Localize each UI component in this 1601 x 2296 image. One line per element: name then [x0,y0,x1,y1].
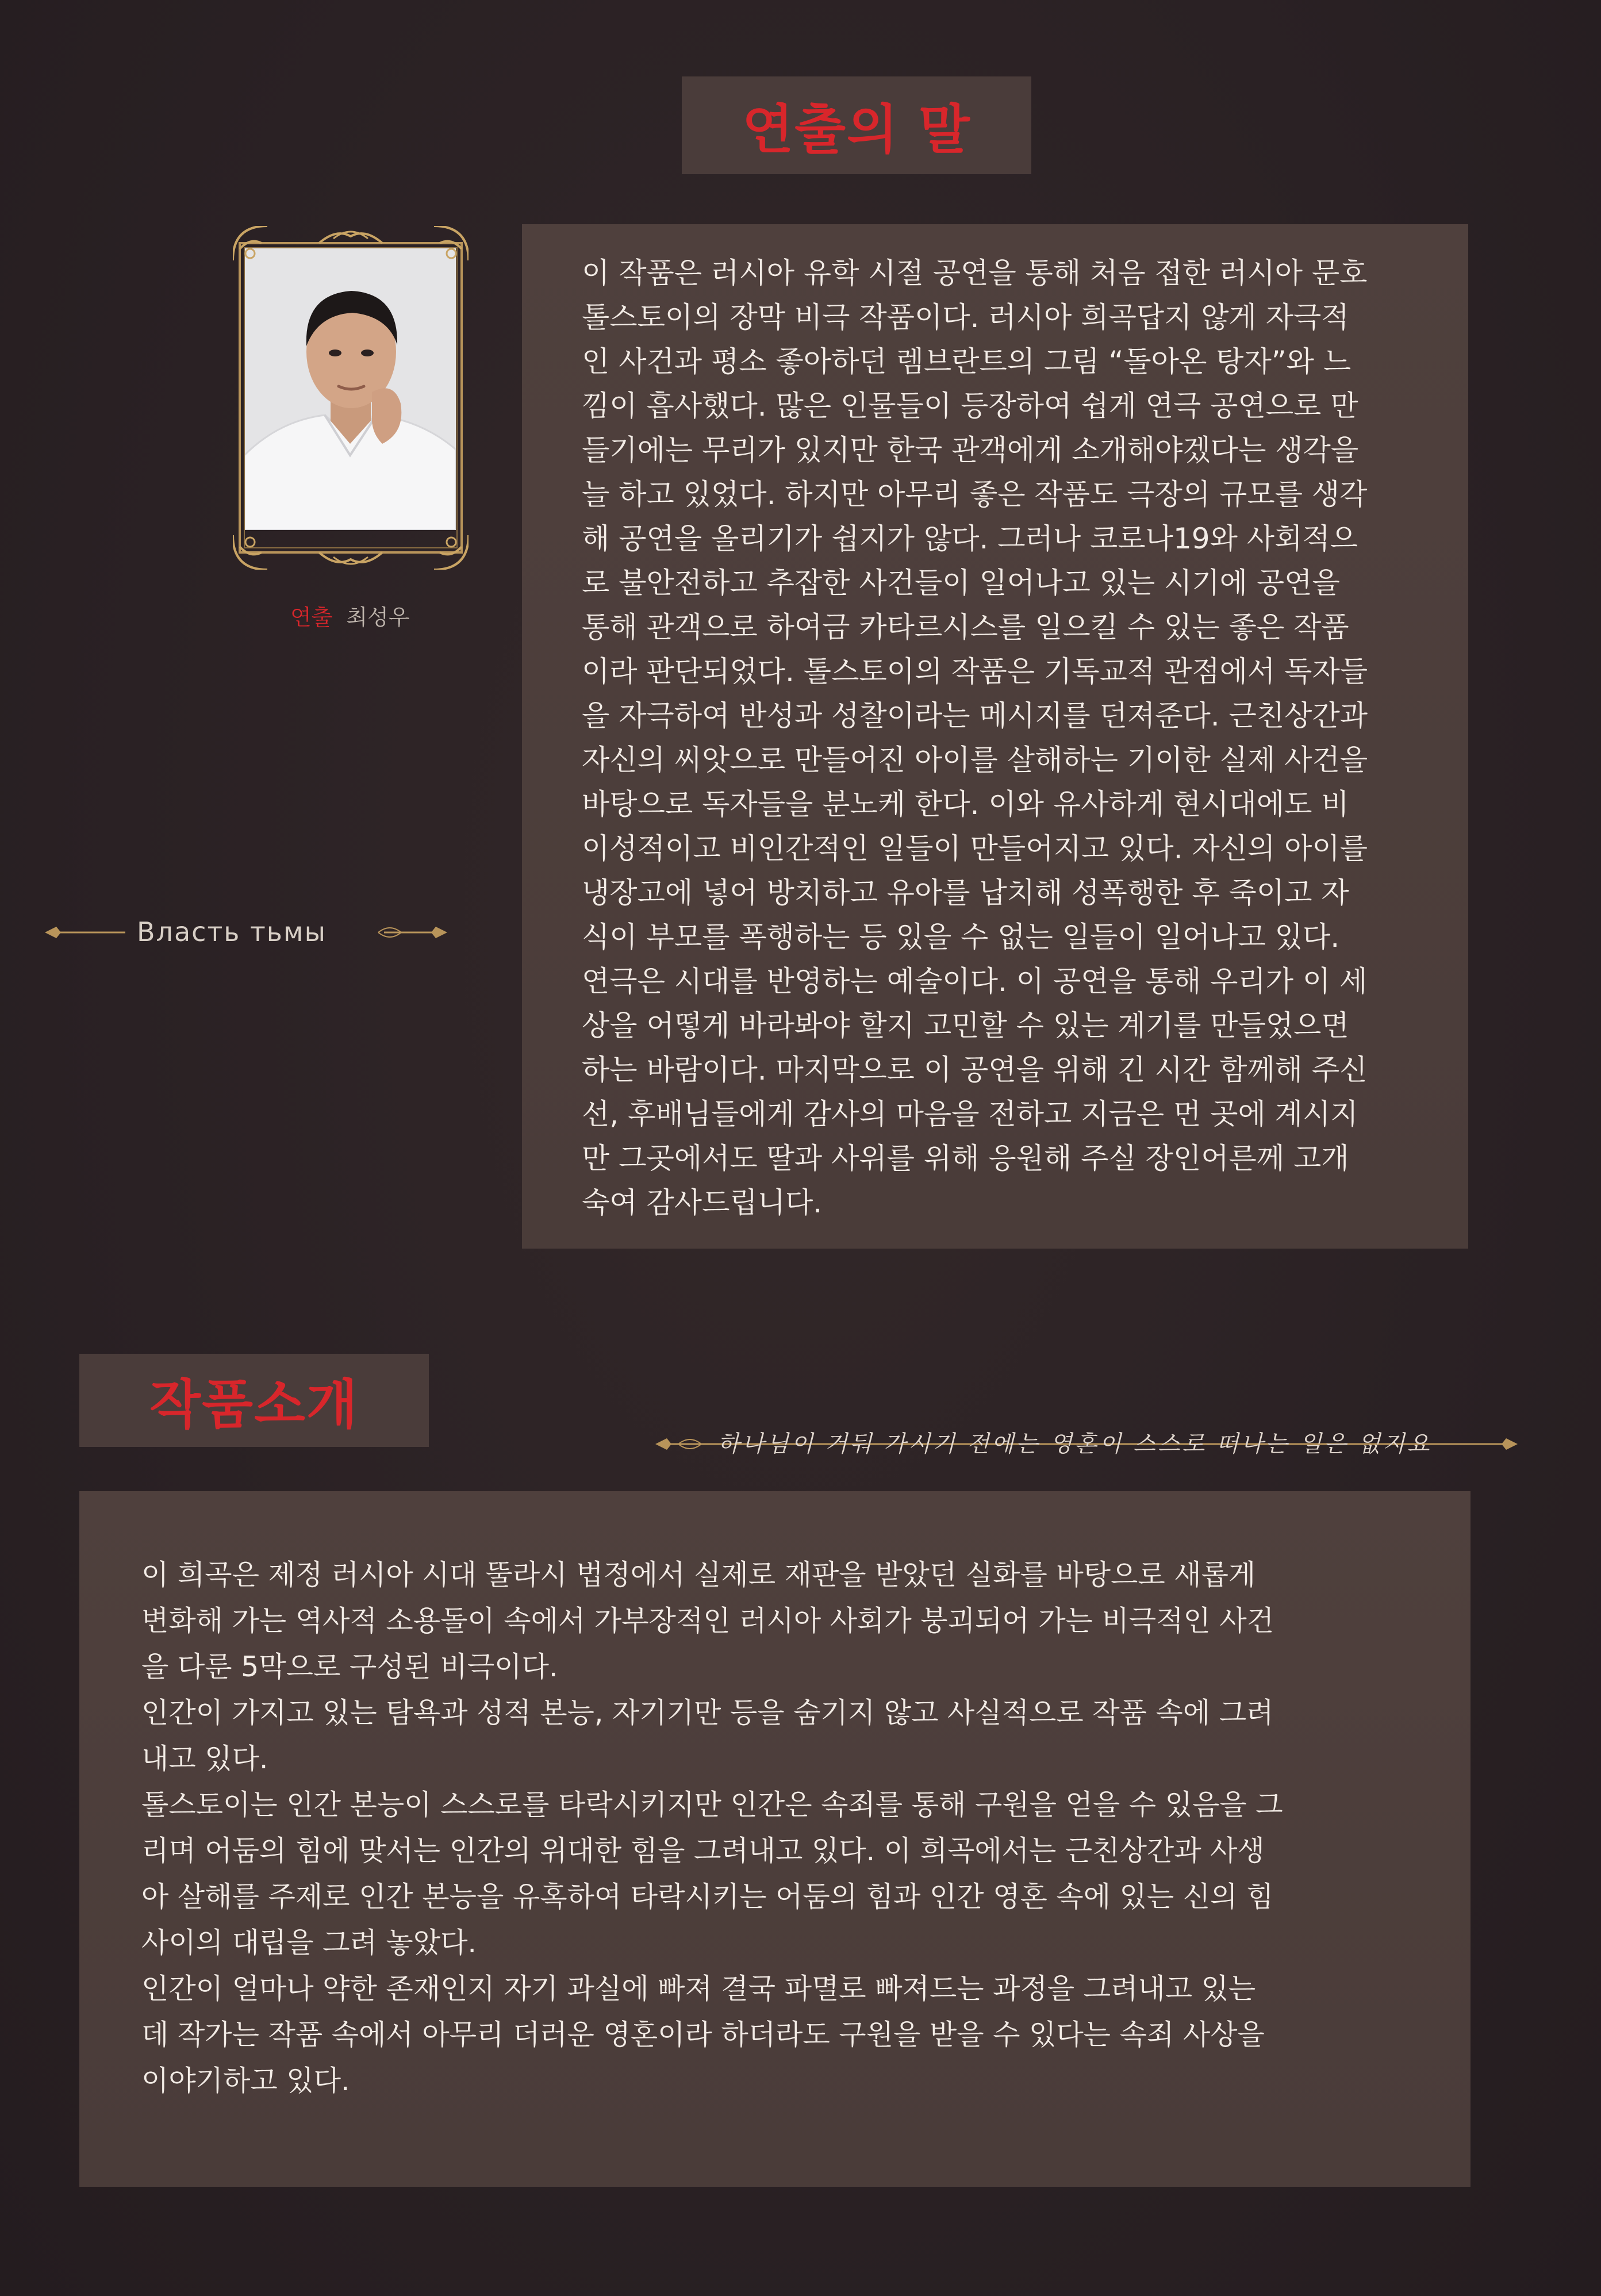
intro-quote: 하나님이 거둬 가시기 전에는 영혼이 스스로 떠나는 일은 없지요 [717,1431,1432,1457]
portrait-caption [290,600,410,631]
russian-title-label: Власть тьмы [137,916,327,947]
director-section-title-box [682,76,1031,174]
caption-role: 연출 [290,605,333,630]
intro-section-title-box [79,1354,429,1447]
director-message-text: 이 작품은 러시아 유학 시절 공연을 통해 처음 접한 러시아 문호 톨스토이의 장막 비극 작품이다. 러시아 희곡답지 않게 자극적 인 사건과 평소 좋아하던 렘브란트의 그림 “돌아온 탕자”와 느 낌이 흡사했다. 많은 인물들이 등장하여 쉽게 연극 공연으로 만 들기에는 무리가 있지만 한국 관객에게 소개해야겠다는 생각을 늘 하고 있었다. 하지만 아무리 좋은 작품도 극장의 규모를 생각 해 공연을 올리기가 쉽지가 않다. 그러나 코로나19와 사회적으 로 불안전하고 추잡한 사건들이 일어나고 있는 시기에 공연을 통해 관객으로 하여금 카타르시스를 일으킬 수 있는 좋은 작품 이라 판단되었다. 톨스토이의 작품은 기독교적 관점에서 독자들 을 자극하여 반성과 성찰이라는 메시지를 던져준다. 근친상간과 자신의 씨앗으로 만들어진 아이를 살해하는 기이한 실제 사건을 바탕으로 독자들을 분노케 한다. 이와 유사하게 현시대에도 비 이성적이고 비인간적인 일들이 만들어지고 있다. 자신의 아이를 냉장고에 넣어 방치하고 유아를 납치해 성폭행한 후 죽이고 자 식이 부모를 폭행하는 등 있을 수 없는 일들이 일어나고 있다. 연극은 시대를 반영하는 예술이다. 이 공연을 통해 우리가 이 세 상을 어떻게 바라봐야 할지 고민할 수 있는 계기를 만들었으면 하는 바람이다. 마지막으로 이 공연을 위해 긴 시간 함께해 주신 선, 후배님들에게 감사의 마음을 전하고 지금은 먼 곳에 계시지 만 그곳에서도 딸과 사위를 위해 응원해 주실 장인어른께 고개 숙여 감사드립니다. [582,256,1368,1219]
intro-description-text: 이 희곡은 제정 러시아 시대 뚤라시 법정에서 실제로 재판을 받았던 실화를 바탕으로 새롭게 변화해 가는 역사적 소용돌이 속에서 가부장적인 러시아 사회가 붕괴되어 가는 비극적인 사건 을 다룬 5막으로 구성된 비극이다. 인간이 가지고 있는 탐욕과 성적 본능, 자기기만 등을 숨기지 않고 사실적으로 작품 속에 그려 내고 있다. 톨스토이는 인간 본능이 스스로를 타락시키지만 인간은 속죄를 통해 구원을 얻을 수 있음을 그 리며 어둠의 힘에 맞서는 인간의 위대한 힘을 그려내고 있다. 이 희곡에서는 근친상간과 사생 아 살해를 주제로 인간 본능을 유혹하여 타락시키는 어둠의 힘과 인간 영혼 속에 있는 신의 힘 사이의 대립을 그려 놓았다. 인간이 얼마나 약한 존재인지 자기 과실에 빠져 결국 파멸로 빠져드는 과정을 그려내고 있는 데 작가는 작품 속에서 아무리 더러운 영혼이라 하더라도 구원을 받을 수 있다는 속죄 사상을 이야기하고 있다. [141,1558,1283,2097]
director-section-title: 연출의 말 [742,99,971,160]
portrait-ornamental-frame [233,226,469,570]
caption-name: 최성우 [346,605,410,630]
intro-section-title: 작품소개 [149,1374,359,1435]
